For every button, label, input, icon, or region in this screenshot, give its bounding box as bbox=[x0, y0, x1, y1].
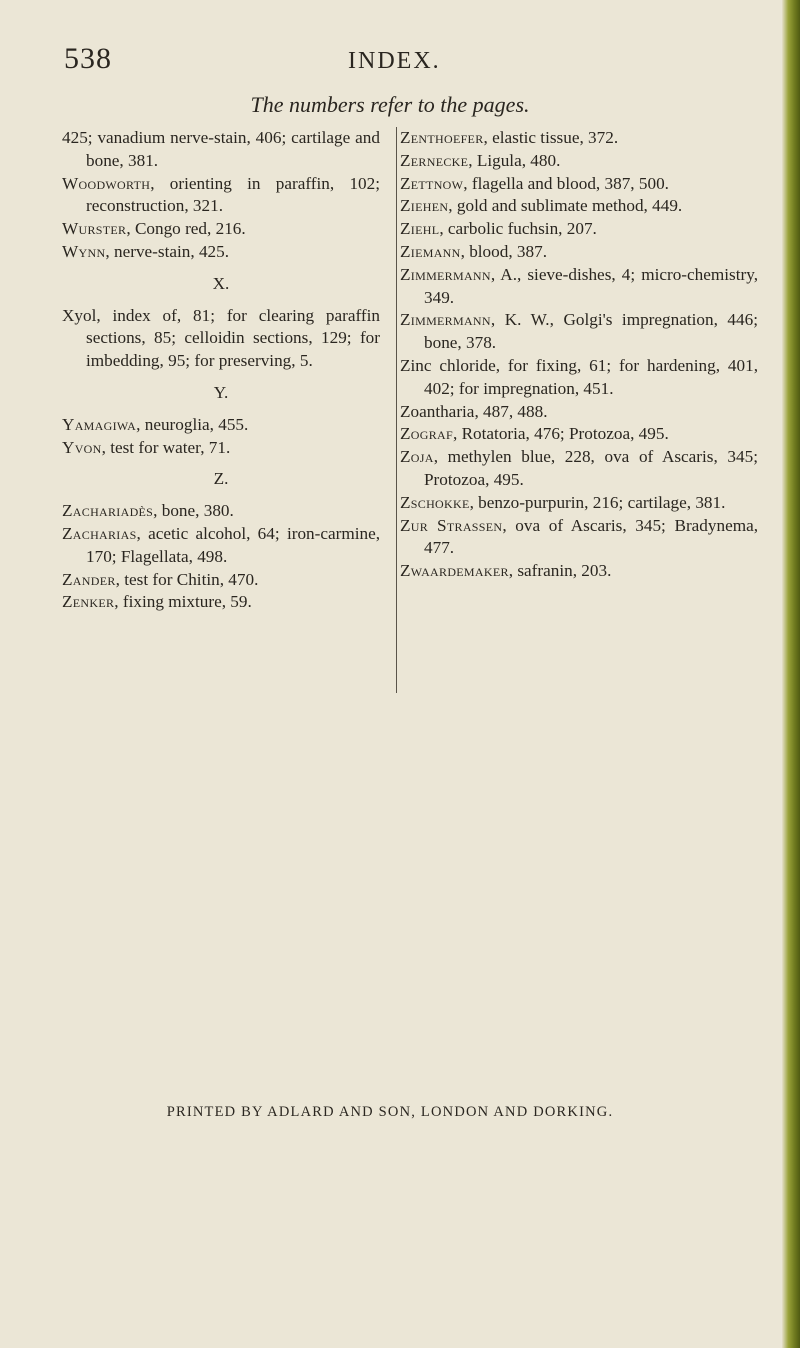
entry-name: Zwaardemaker bbox=[400, 561, 509, 581]
entry-text: Zinc chloride, for fixing, 61; for hardening, 401, 402; for impregnation, 451. bbox=[400, 355, 758, 398]
index-entry bbox=[400, 560, 758, 583]
entry-name: Ziemann bbox=[400, 241, 461, 261]
entry-text: , bone, 380. bbox=[153, 501, 234, 521]
index-columns bbox=[62, 127, 762, 727]
index-entry bbox=[400, 515, 758, 561]
index-entry bbox=[62, 305, 380, 373]
entry-text: Xyol, index of, 81; for clearing paraffin sections, 85; celloidin sections, 129; for imbedding, 95; for preserving, 5. bbox=[62, 305, 380, 371]
index-entry bbox=[62, 523, 380, 569]
entry-name: Yamagiwa bbox=[62, 414, 137, 434]
index-entry bbox=[62, 127, 380, 173]
entry-text: , Ligula, 480. bbox=[468, 150, 561, 170]
entry-name: Ziehen bbox=[400, 196, 449, 216]
entry-name: Zur Strassen bbox=[400, 515, 503, 535]
entry-text: , test for Chitin, 470. bbox=[115, 569, 259, 589]
index-entry bbox=[400, 218, 758, 241]
entry-name: Zoja bbox=[400, 447, 434, 467]
entry-name: Zernecke bbox=[400, 150, 469, 170]
index-entry bbox=[400, 150, 758, 173]
entry-text: Zoantharia, 487, 488. bbox=[400, 401, 548, 421]
entry-text: , elastic tissue, 372. bbox=[483, 128, 619, 147]
index-entry bbox=[62, 173, 380, 219]
entry-name: Zograf bbox=[400, 424, 453, 444]
index-entry bbox=[62, 591, 380, 614]
running-head: INDEX. bbox=[348, 48, 441, 74]
index-entry bbox=[62, 437, 380, 460]
entry-text: , benzo-purpurin, 216; cartilage, 381. bbox=[469, 492, 726, 512]
entry-text: , ova of Ascaris, 345; Bradynema, 477. bbox=[424, 515, 758, 558]
page-edge bbox=[782, 0, 800, 1348]
entry-text: , test for water, 71. bbox=[101, 437, 231, 457]
section-letter: Z. bbox=[213, 469, 229, 489]
index-entry bbox=[62, 414, 380, 437]
entry-text: , orienting in paraffin, 102; reconstruction, 321. bbox=[86, 173, 380, 216]
right-column bbox=[400, 127, 758, 583]
page-number: 538 bbox=[64, 42, 112, 75]
left-column bbox=[62, 127, 380, 614]
entry-text: , methylen blue, 228, ova of Ascaris, 345; Protozoa, 495. bbox=[424, 447, 758, 489]
entry-name: Wurster bbox=[62, 219, 127, 239]
printer-imprint: PRINTED BY ADLARD AND SON, LONDON AND DORKING. bbox=[166, 1104, 614, 1120]
entry-text: , K. W., Golgi's impregnation, 446; bone, 378. bbox=[424, 310, 758, 353]
entry-text: , flagella and blood, 387, 500. bbox=[463, 173, 669, 193]
entry-name: Ziehl bbox=[400, 219, 440, 239]
entry-text: , Rotatoria, 476; Protozoa, 495. bbox=[452, 424, 669, 444]
index-entry bbox=[400, 264, 758, 310]
entry-text: , safranin, 203. bbox=[508, 561, 612, 581]
index-entry bbox=[400, 492, 758, 515]
entry-text: , blood, 387. bbox=[460, 241, 548, 261]
section-letter: X. bbox=[212, 273, 230, 293]
entry-name: Woodworth bbox=[62, 173, 151, 193]
index-entry bbox=[400, 173, 758, 196]
entry-name: Wynn bbox=[62, 241, 106, 261]
entry-name: Zettnow bbox=[400, 173, 464, 193]
index-entry bbox=[400, 355, 758, 401]
entry-name: Yvon bbox=[62, 437, 102, 457]
entry-name: Zander bbox=[62, 569, 116, 589]
entry-name: Zschokke bbox=[400, 492, 470, 512]
section-letter: Y. bbox=[213, 382, 229, 402]
entry-text: 425; vanadium nerve-stain, 406; cartilage and bone, 381. bbox=[62, 128, 380, 170]
entry-name: Zimmermann bbox=[400, 310, 491, 330]
index-entry bbox=[400, 241, 758, 264]
entry-text: , gold and sublimate method, 449. bbox=[448, 196, 683, 216]
entry-name: Zenthoefer bbox=[400, 128, 484, 147]
entry-text: , neuroglia, 455. bbox=[136, 414, 249, 434]
index-entry bbox=[400, 195, 758, 218]
entry-text: , A., sieve-dishes, 4; micro-chemistry, 349. bbox=[424, 264, 758, 307]
index-entry bbox=[400, 401, 758, 424]
index-entry bbox=[400, 309, 758, 355]
entry-name: Zimmermann bbox=[400, 264, 491, 284]
index-entry bbox=[62, 569, 380, 592]
page-header bbox=[0, 42, 780, 82]
index-entry bbox=[62, 218, 380, 241]
index-subtitle: The numbers refer to the pages. bbox=[250, 92, 530, 117]
index-entry bbox=[62, 500, 380, 523]
entry-name: Zachariadès bbox=[62, 501, 154, 521]
entry-text: , acetic alcohol, 64; iron-carmine, 170; Flagellata, 498. bbox=[86, 523, 380, 566]
index-entry bbox=[400, 423, 758, 446]
entry-name: Zacharias bbox=[62, 523, 137, 543]
entry-text: , nerve-stain, 425. bbox=[105, 241, 230, 261]
entry-text: , fixing mixture, 59. bbox=[114, 592, 252, 612]
entry-name: Zenker bbox=[62, 592, 115, 612]
entry-text: , Congo red, 216. bbox=[126, 219, 246, 239]
index-entry bbox=[62, 241, 380, 264]
index-entry bbox=[400, 127, 758, 150]
entry-text: , carbolic fuchsin, 207. bbox=[439, 219, 597, 239]
column-divider bbox=[396, 127, 397, 693]
index-entry bbox=[400, 446, 758, 492]
